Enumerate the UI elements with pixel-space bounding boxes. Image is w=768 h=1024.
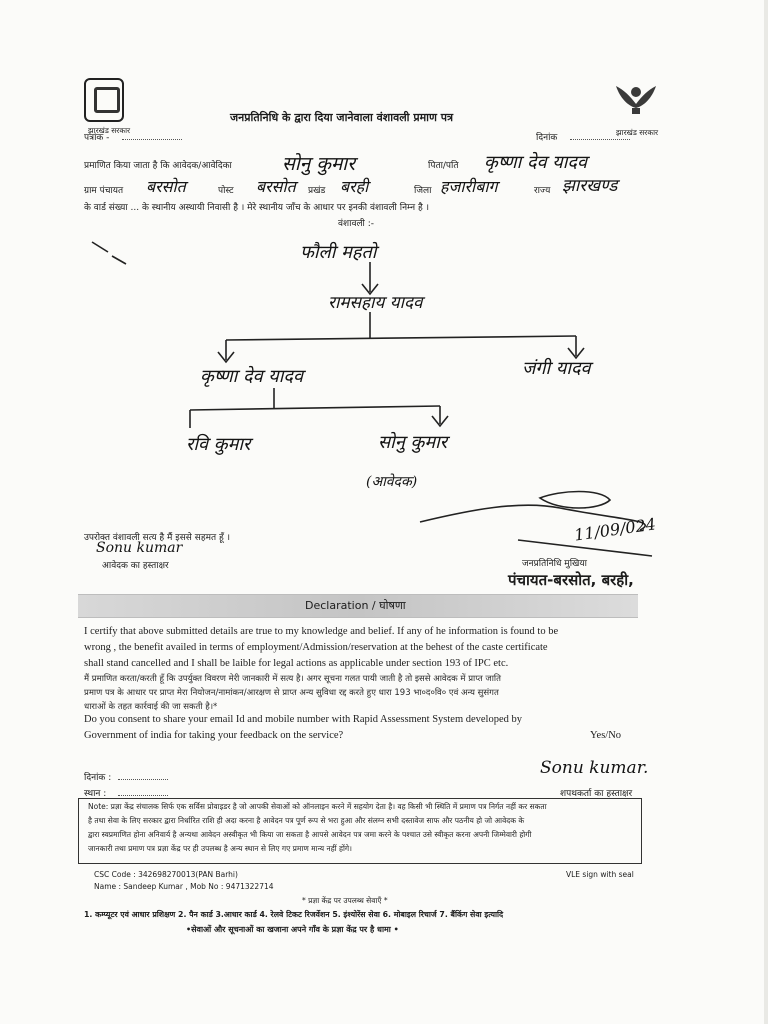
ward-line: के वार्ड संख्या ... के स्थानीय अस्थायी निवासी है । मेरे स्थानीय जाँच के आधार पर इनकी वंशावली निम्न है । [84, 203, 429, 213]
declaration-hi-line1: मैं प्रमाणित करता/करती हूँ कि उपर्युक्त विवरण मेरी जानकारी में सत्य है। अगर सूचना गलत पायी जाती है तो इससे आवेदक में प्राप्त जाति [84, 674, 501, 684]
declaration-title: Declaration / घोषणा [305, 599, 406, 612]
post-label: पोस्ट [218, 186, 234, 196]
date-label: दिनांक [536, 133, 558, 143]
state-label: राज्य [534, 186, 551, 196]
declaration-hi-line2: प्रमाण पत्र के आधार पर प्राप्त मेरा नियोजन/नामांकन/आरक्षण से प्राप्त अन्य सुविधा रद्द करते हुए धारा 193 भा०द०वि० एवं अन्य सुसंगत [84, 688, 499, 698]
ref-label: पत्रांक - [84, 133, 110, 143]
district-value: हजारीबाग [440, 177, 498, 196]
genealogy-label: वंशावली :- [338, 219, 375, 229]
applicant-signature: Sonu kumar [96, 540, 183, 556]
mukhiya-label: जनप्रतिनिधि मुखिया [522, 559, 587, 569]
applicant-signature-label: आवेदक का हस्ताक्षर [102, 561, 169, 571]
block-value: बरही [340, 177, 369, 196]
panchayat-value: बरसोत [146, 177, 186, 196]
consent-question-line2: Government of india for taking your feedback on the service? [84, 730, 344, 741]
note-line1: Note: प्रज्ञा केंद्र संचालक सिर्फ एक सर्विस प्रोवाइडर है जो आपकी सेवाओं को ऑनलाइन करने में सहयोग देता है। वह किसी भी स्थिति में प्रमाण पत्र निर्गत नहीं कर सकता [88, 802, 547, 811]
stray-mark-2 [112, 256, 126, 264]
vle-sign-label: VLE sign with seal [566, 870, 634, 879]
signature-loop [540, 492, 610, 509]
right-logo-caption: झारखंड सरकार [616, 128, 659, 137]
csc-code: CSC Code : 342698270013(PAN Barhi) [94, 870, 238, 879]
sign-place-blank [118, 786, 168, 796]
note-line3: द्वारा स्वप्रमाणित होना अनिवार्य है अन्यथा आवेदन अस्वीकृत भी किया जा सकता है आपसे आवेदन पत्र जमा करने के पश्चात उसे स्वीकृत करना अपनी जिम्मेवारी होगी [88, 830, 532, 839]
deponent-signature-label: शपथकर्ता का हस्ताक्षर [560, 789, 633, 799]
tree-level3-bar [226, 336, 576, 340]
state-value: झारखण्ड [562, 176, 618, 196]
declaration-en-line2: wrong , the benefit availed in terms of employment/Admission/reservation at the behest of the caste certificate [84, 642, 548, 653]
sign-date-label: दिनांक : [84, 773, 112, 783]
sign-date-blank [118, 770, 168, 780]
father-name: कृष्णा देव यादव [484, 152, 587, 173]
footer-heading: * प्रज्ञा केंद्र पर उपलब्ध सेवाएँ * [302, 896, 388, 905]
tree-applicant-note: (आवेदक) [366, 474, 418, 490]
panchayat-stamp-line1: पंचायत-बरसोत, बरही, [508, 571, 634, 589]
tree-root-name: फौली महतो [300, 242, 377, 263]
stray-mark-1 [92, 242, 108, 252]
official-sign-date: 11/09/024 [573, 514, 657, 545]
sign-place-label: स्थान : [84, 789, 107, 799]
footer-services: 1. कम्प्यूटर एवं आधार प्रशिक्षण 2. पैन कार्ड 3.आधार कार्ड 4. रेलवे टिकट रिजर्वेशन 5. इंश्योरेंस सेवा 6. मोबाइल रिचार्ज 7. बैंकिंग सेवा इत्यादि [84, 910, 504, 919]
agree-text: उपरोक्त वंशावली सत्य है मैं इससे सहमत हूँ । [84, 533, 231, 543]
tree-level3-right-name: जंगी यादव [522, 358, 591, 379]
post-value: बरसोत [256, 177, 296, 196]
document-title: जनप्रतिनिधि के द्वारा दिया जानेवाला वंशावली प्रमाण पत्र [230, 111, 454, 124]
tree-level3-left-name: कृष्णा देव यादव [200, 366, 303, 387]
panchayat-label: ग्राम पंचायत [84, 186, 124, 196]
consent-question-line1: Do you consent to share your email Id and mobile number with Rapid Assessment System developed by [84, 714, 523, 725]
declaration-en-line3: shall stand cancelled and I shall be laible for legal actions as applicable under section 193 of IPC etc. [84, 658, 509, 669]
deponent-signature: Sonu kumar. [540, 758, 649, 778]
note-line4: जानकारी तथा प्रमाण पत्र प्रज्ञा केंद्र पर ही उपलब्ध है अन्य स्थान से लिए गए प्रमाण मान्य नहीं होंगे। [88, 844, 352, 853]
district-label: जिला [414, 186, 432, 196]
footer-tagline: •सेवाओं और सूचनाओं का खजाना अपने गाँव के प्रज्ञा केंद्र पर है धामा • [186, 925, 399, 934]
left-logo-caption: झारखंड सरकार [88, 126, 131, 135]
note-line2: है तथा सेवा के लिए सरकार द्वारा निर्धारित राशि ही अदा करना है आवेदन पत्र पूर्ण रूप से भरा हुआ और संलग्न सभी दस्तावेज साफ और पठनीय हो जो आवेदक के [88, 816, 525, 825]
declaration-hi-line3: धाराओं के तहत कार्रवाई की जा सकती है।* [84, 702, 218, 712]
csc-name: Name : Sandeep Kumar , Mob No : 9471322714 [94, 882, 274, 891]
tree-level4-bar [190, 406, 440, 410]
declaration-en-line1: I certify that above submitted details are true to my knowledge and belief. If any of he information is found to be [84, 626, 559, 637]
tree-level2-name: रामसहाय यादव [328, 293, 423, 313]
tree-level4-right-name: सोनु कुमार [378, 432, 448, 453]
applicant-name: सोनु कुमार [282, 153, 355, 175]
tree-level4-left-name: रवि कुमार [186, 434, 251, 455]
father-label: पिता/पति [428, 161, 459, 171]
block-label: प्रखंड [308, 186, 326, 196]
certify-label: प्रमाणित किया जाता है कि आवेदक/आवेदिका [84, 161, 232, 171]
consent-yes-no: Yes/No [590, 730, 622, 741]
